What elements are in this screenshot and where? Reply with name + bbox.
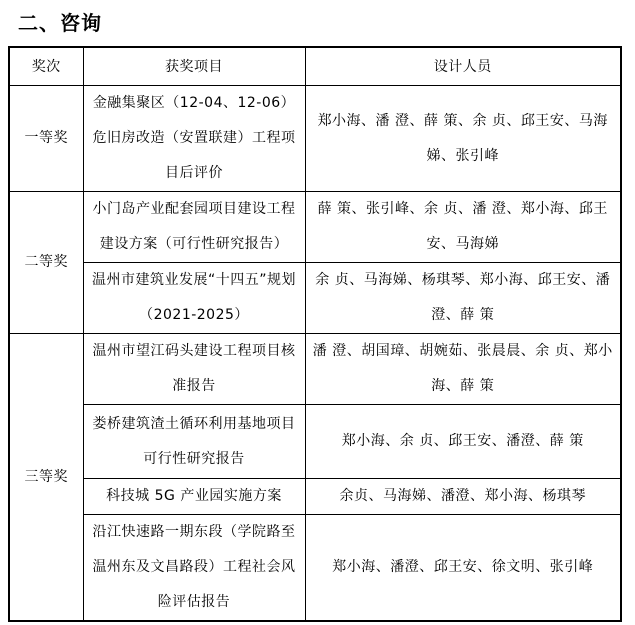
header-designers: 设计人员 — [305, 47, 621, 86]
table-row — [9, 192, 621, 263]
award-cell-first-prize: 一等奖 — [9, 86, 83, 192]
header-project: 获奖项目 — [83, 47, 305, 86]
table-row — [9, 405, 621, 479]
designers-cell: 郑小海、潘 澄、薛 策、余 贞、邱王安、马海娣、张引峰 — [305, 86, 621, 192]
designers-cell: 余贞、马海娣、潘澄、郑小海、杨琪琴 — [305, 479, 621, 515]
table-row — [9, 86, 621, 192]
table-header-row — [9, 47, 621, 86]
table-row — [9, 334, 621, 405]
project-cell: 小门岛产业配套园项目建设工程建设方案（可行性研究报告） — [83, 192, 305, 263]
project-cell: 科技城 5G 产业园实施方案 — [83, 479, 305, 515]
page-title: 二、咨询 — [18, 11, 102, 35]
project-cell: 温州市望江码头建设工程项目核准报告 — [83, 334, 305, 405]
designers-cell: 余 贞、马海娣、杨琪琴、郑小海、邱王安、潘 澄、薛 策 — [305, 263, 621, 334]
project-cell: 沿江快速路一期东段（学院路至温州东及文昌路段）工程社会风险评估报告 — [83, 515, 305, 622]
header-award-level: 奖次 — [9, 47, 83, 86]
project-cell: 温州市建筑业发展“十四五”规划（2021-2025） — [83, 263, 305, 334]
award-cell-second-prize: 二等奖 — [9, 192, 83, 334]
project-cell: 娄桥建筑渣土循环利用基地项目可行性研究报告 — [83, 405, 305, 479]
designers-cell: 潘 澄、胡国璋、胡婉茹、张晨晨、余 贞、郑小海、薛 策 — [305, 334, 621, 405]
awards-table — [8, 46, 622, 622]
award-cell-third-prize: 三等奖 — [9, 334, 83, 622]
project-cell: 金融集聚区（12-04、12-06）危旧房改造（安置联建）工程项目后评价 — [83, 86, 305, 192]
designers-cell: 郑小海、余 贞、邱王安、潘澄、薛 策 — [305, 405, 621, 479]
table-row — [9, 515, 621, 622]
table-row — [9, 479, 621, 515]
designers-cell: 薛 策、张引峰、余 贞、潘 澄、郑小海、邱王安、马海娣 — [305, 192, 621, 263]
table-row — [9, 263, 621, 334]
designers-cell: 郑小海、潘澄、邱王安、徐文明、张引峰 — [305, 515, 621, 622]
